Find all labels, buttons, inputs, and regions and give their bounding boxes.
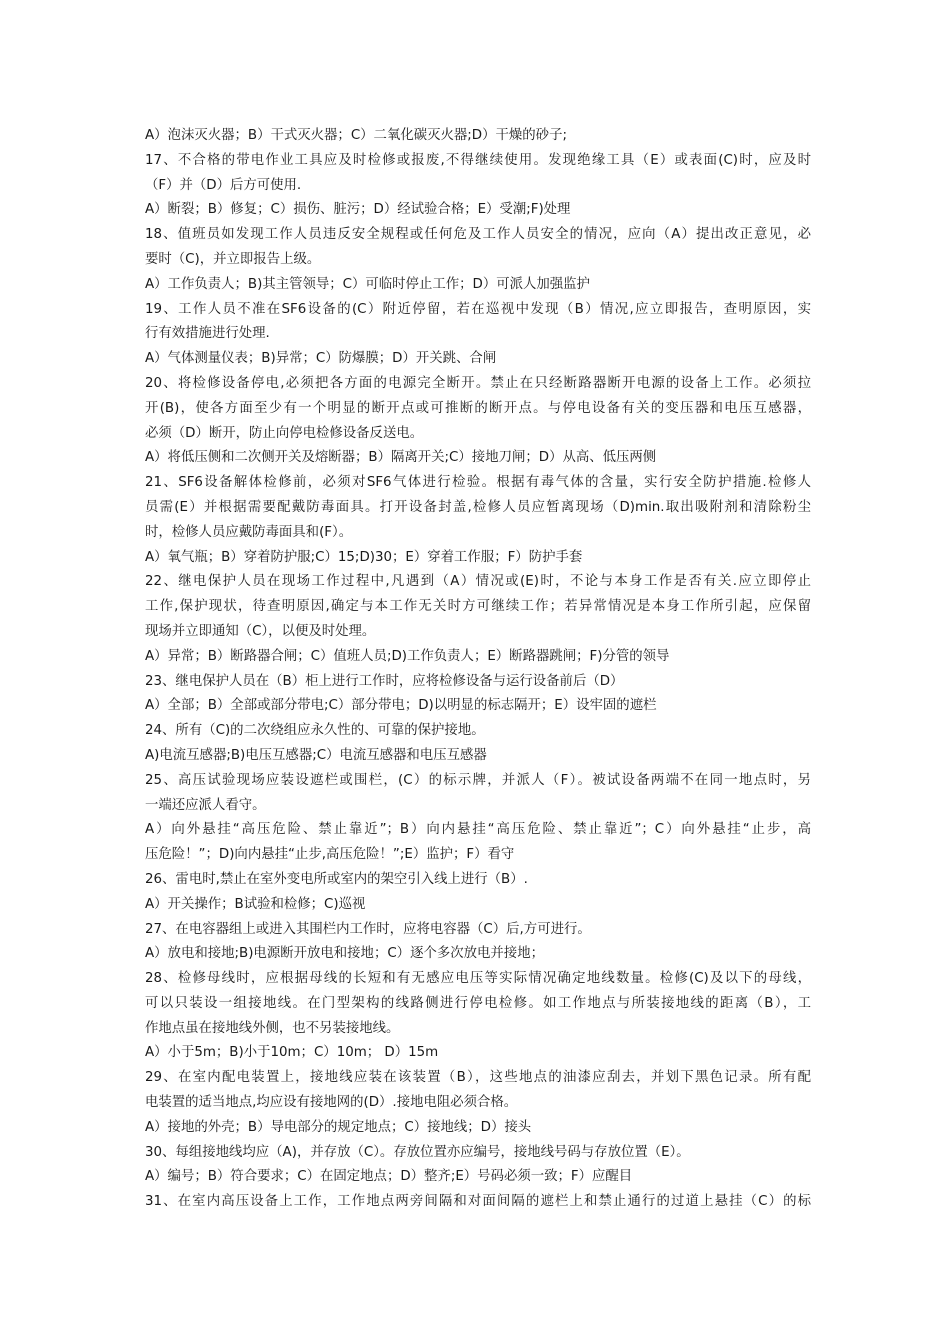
text-line: 20、将检修设备停电,必须把各方面的电源完全断开。禁止在只经断路器断开电源的设备上工作。必须拉 bbox=[145, 375, 811, 391]
text-line: 24、所有（C)的二次绕组应永久性的、可靠的保护接地。 bbox=[145, 723, 485, 739]
text-line: 压危险！”；D)向内悬挂“止步,高压危险！”;E）监护；F）看守 bbox=[145, 847, 515, 863]
text-line: A）小于5m；B)小于10m；C）10m； D）15m bbox=[145, 1045, 439, 1061]
text-line: A）泡沫灭火器；B）干式灭火器；C）二氧化碳灭火器;D）干燥的砂子; bbox=[145, 128, 567, 143]
text-line: A）放电和接地;B)电源断开放电和接地；C）逐个多次放电并接地； bbox=[145, 946, 544, 962]
text-line: 27、在电容器组上或进入其围栏内工作时，应将电容器（C）后,方可进行。 bbox=[145, 921, 591, 937]
text-line: 18、值班员如发现工作人员违反安全规程或任何危及工作人员安全的情况，应向（A）提出改正意见，必 bbox=[145, 227, 811, 243]
text-line: 必须（D）断开，防止向停电检修设备反送电。 bbox=[145, 425, 424, 441]
text-line: 17、不合格的带电作业工具应及时检修或报废,不得继续使用。发现绝缘工具（E）或表面(C)时，应及时 bbox=[145, 152, 811, 168]
document-body bbox=[145, 124, 811, 1215]
text-line: 一端还应派人看守。 bbox=[145, 797, 266, 813]
text-line: A）编号；B）符合要求；C）在固定地点；D）整齐;E）号码必须一致；F）应醒目 bbox=[145, 1169, 633, 1185]
text-line: A）气体测量仪表；B)异常；C）防爆膜；D）开关跳、合闸 bbox=[145, 351, 497, 367]
text-line: 31、在室内高压设备上工作，工作地点两旁间隔和对面间隔的遮栏上和禁止通行的过道上悬挂（C）的标 bbox=[145, 1194, 811, 1210]
text-line: A）断裂；B）修复；C）损伤、脏污；D）经试验合格；E）受潮;F)处理 bbox=[145, 202, 571, 218]
text-line: A）开关操作；B试验和检修；C)巡视 bbox=[145, 896, 366, 912]
text-line: 现场并立即通知（C），以便及时处理。 bbox=[145, 623, 376, 639]
text-line: A）全部；B）全部或部分带电;C）部分带电；D)以明显的标志隔开；E）设牢固的遮栏 bbox=[145, 698, 657, 714]
text-line: 22、继电保护人员在现场工作过程中,凡遇到（A）情况或(E)时，不论与本身工作是否有关.应立即停止 bbox=[145, 574, 811, 590]
text-line: 行有效措施进行处理. bbox=[145, 326, 270, 342]
text-line: 26、雷电时,禁止在室外变电所或室内的架空引入线上进行（B）. bbox=[145, 871, 528, 887]
text-line: 29、在室内配电装置上，接地线应装在该装置（B），这些地点的油漆应刮去，并划下黑色记录。所有配 bbox=[145, 1070, 811, 1086]
text-line: 工作,保护现状，待查明原因,确定与本工作无关时方可继续工作；若异常情况是本身工作所引起，应保留 bbox=[145, 599, 811, 615]
text-line: （F）并（D）后方可使用. bbox=[145, 177, 302, 193]
text-line: 开(B)，使各方面至少有一个明显的断开点或可推断的断开点。与停电设备有关的变压器和电压互感器， bbox=[145, 400, 811, 416]
text-line: 作地点虽在接地线外侧，也不另装接地线。 bbox=[145, 1020, 400, 1036]
text-line: 21、SF6设备解体检修前，必须对SF6气体进行检验。根据有毒气体的含量，实行安全防护措施.检修人 bbox=[145, 475, 811, 491]
text-line: 要时（C)，并立即报告上级。 bbox=[145, 251, 321, 267]
text-line: 25、高压试验现场应装设遮栏或围栏，(C）的标示牌，并派人（F）。被试设备两端不在同一地点时，另 bbox=[145, 772, 811, 788]
text-line: 28、检修母线时，应根据母线的长短和有无感应电压等实际情况确定地线数量。检修(C)及以下的母线， bbox=[145, 971, 811, 987]
text-line: 19、工作人员不准在SF6设备的(C）附近停留，若在巡视中发现（B）情况,应立即报告，查明原因，实 bbox=[145, 301, 811, 317]
text-line: 30、每组接地线均应（A)，并存放（C）。存放位置亦应编号，接地线号码与存放位置（E）。 bbox=[145, 1144, 690, 1160]
text-line: A）氧气瓶；B）穿着防护服;C）15;D)30；E）穿着工作服；F）防护手套 bbox=[145, 549, 583, 565]
text-line: A）向外悬挂“高压危险、禁止靠近”；B）向内悬挂“高压危险、禁止靠近”；C）向外悬挂“止步，高 bbox=[145, 822, 811, 838]
text-line: A）异常；B）断路器合闸；C）值班人员;D)工作负责人；E）断路器跳闸；F)分管的领导 bbox=[145, 648, 670, 664]
text-line: A）工作负责人；B)其主管领导；C）可临时停止工作；D）可派人加强监护 bbox=[145, 276, 590, 292]
text-line: 员需(E）并根据需要配戴防毒面具。打开设备封盖,检修人员应暂离现场（D)min.取出吸附剂和清除粉尘 bbox=[145, 499, 811, 515]
text-line: A）接地的外壳；B）导电部分的规定地点；C）接地线；D）接头 bbox=[145, 1119, 532, 1135]
text-line: 23、继电保护人员在（B）柜上进行工作时，应将检修设备与运行设备前后（D） bbox=[145, 673, 624, 689]
text-line: 电装置的适当地点,均应设有接地网的(D）.接地电阻必须合格。 bbox=[145, 1095, 518, 1111]
text-line: A)电流互感器;B)电压互感器;C）电流互感器和电压互感器 bbox=[145, 747, 487, 763]
text-line: 时，检修人员应戴防毒面具和(F）。 bbox=[145, 524, 353, 540]
text-line: 可以只装设一组接地线。在门型架构的线路侧进行停电检修。如工作地点与所装接地线的距离（B），工 bbox=[145, 995, 811, 1011]
text-line: A）将低压侧和二次侧开关及熔断器；B）隔离开关;C）接地刀闸；D）从高、低压两侧 bbox=[145, 450, 657, 466]
